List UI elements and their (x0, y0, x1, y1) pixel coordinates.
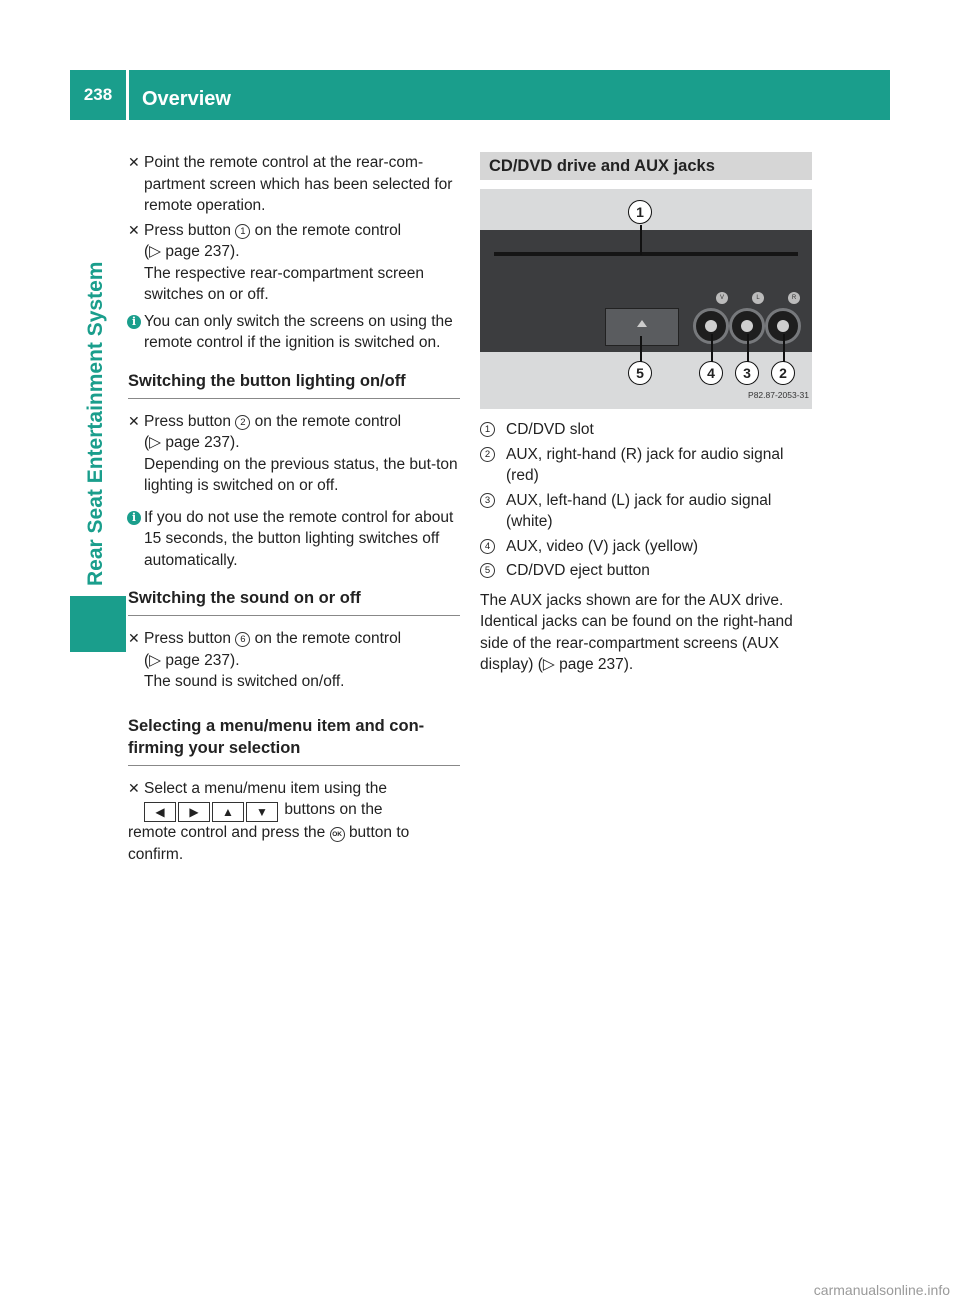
number-5-icon: 5 (480, 563, 495, 578)
aux-jacks-paragraph: The AUX jacks shown are for the AUX drive. Identical jacks can be found on the right-hand side of the rear-compartment screens (AUX display) (▷ page 237). (480, 591, 793, 673)
jack-hole (777, 320, 789, 332)
jack-hole (705, 320, 717, 332)
info-note (128, 311, 460, 354)
step-text: on the remote control (254, 630, 402, 647)
lead-line (783, 334, 785, 363)
page-number: 238 (83, 85, 113, 104)
step-text: Point the remote control at the rear-com-partment screen which has been selected for remote operation. (144, 154, 453, 214)
page-reference: (▷ page 237). (144, 243, 240, 260)
step-text: button to confirm. (128, 824, 410, 863)
page-header (70, 70, 890, 120)
up-arrow-key-icon: ▲ (212, 802, 244, 822)
jack-mark-r: R (788, 292, 800, 304)
lead-line (640, 336, 642, 363)
right-arrow-key-icon: ▶ (178, 802, 210, 822)
drive-panel (480, 230, 812, 352)
number-3-icon: 3 (480, 493, 495, 508)
lead-line (747, 334, 749, 363)
x-marker-icon: ✕ (128, 412, 140, 429)
step-sound (128, 628, 460, 693)
legend-text: CD/DVD slot (506, 421, 594, 438)
number-2-icon: 2 (480, 447, 495, 462)
eject-icon (637, 320, 647, 327)
info-note (128, 507, 460, 572)
x-marker-icon: ✕ (128, 630, 140, 646)
right-column (480, 152, 812, 676)
legend-item (480, 536, 812, 558)
legend-item (480, 490, 812, 533)
left-column (128, 152, 460, 865)
step-text: on the remote control (254, 412, 402, 430)
footer-watermark: carmanualsonline.info (813, 1282, 950, 1298)
jack-mark-l: L (752, 292, 764, 304)
step-point-remote (128, 152, 460, 217)
callout-2: 2 (771, 361, 795, 385)
legend-item (480, 444, 812, 487)
step-text: Press button (144, 221, 232, 239)
legend-text: AUX, right-hand (R) jack for audio signal (red) (506, 445, 784, 484)
heading-sound: Switching the sound on or off (128, 587, 460, 616)
x-marker-icon: ✕ (128, 221, 140, 238)
ok-button-icon: OK (330, 827, 345, 842)
step-text: Press button (144, 630, 232, 647)
callout-1: 1 (628, 200, 652, 224)
number-4-icon: 4 (480, 539, 495, 554)
number-2-icon: 2 (235, 415, 250, 430)
x-marker-icon: ✕ (128, 779, 140, 796)
section-title: CD/DVD drive and AUX jacks (480, 152, 812, 180)
jack-mark-v: V (716, 292, 728, 304)
page-title: Overview (142, 88, 231, 110)
callout-5: 5 (628, 361, 652, 385)
step-text: Press button (144, 412, 232, 430)
step-select-menu-continued (128, 822, 460, 865)
cd-dvd-drive-figure (480, 189, 812, 409)
page-reference: (▷ page 237). (144, 651, 240, 669)
heading-select-menu: Selecting a menu/menu item and con-firming your selection (128, 715, 460, 766)
cd-dvd-slot (494, 252, 798, 256)
number-1-icon: 1 (480, 422, 495, 437)
eject-button (605, 308, 679, 346)
lead-line (711, 334, 713, 363)
number-6-icon: 6 (235, 632, 250, 647)
down-arrow-key-icon: ▼ (246, 802, 278, 822)
legend-text: CD/DVD eject button (506, 562, 650, 579)
header-divider (126, 70, 129, 120)
side-tab-marker (70, 596, 126, 652)
step-result: The sound is switched on/off. (144, 673, 345, 690)
callout-3: 3 (735, 361, 759, 385)
legend-text: AUX, left-hand (L) jack for audio signal (white) (506, 491, 772, 530)
figure-reference: P82.87-2053-31 (748, 389, 809, 400)
step-text: remote control and press the (128, 824, 326, 841)
step-text: buttons on the (284, 801, 383, 818)
number-1-icon: 1 (235, 224, 250, 239)
info-icon: i (127, 511, 141, 525)
x-marker-icon: ✕ (128, 154, 140, 170)
jack-hole (741, 320, 753, 332)
heading-button-lighting: Switching the button lighting on/off (128, 370, 460, 399)
page-reference: (▷ page 237). (144, 434, 240, 451)
legend-item (480, 560, 812, 582)
side-tab-label: Rear Seat Entertainment System (84, 261, 107, 586)
step-text: on the remote control (254, 221, 402, 239)
lead-line (640, 225, 642, 255)
step-select-menu (128, 778, 460, 823)
step-result: The respective rear-compartment screen switches on or off. (144, 264, 424, 303)
step-result: Depending on the previous status, the but-ton lighting is switched on or off. (144, 455, 458, 494)
info-text: You can only switch the screens on using the remote control if the ignition is switched on. (144, 312, 453, 351)
legend-item (480, 419, 812, 441)
info-icon: i (127, 315, 141, 329)
step-press-button-1 (128, 220, 460, 306)
callout-4: 4 (699, 361, 723, 385)
step-text: Select a menu/menu item using the (144, 779, 387, 797)
figure-legend (480, 419, 812, 582)
info-text: If you do not use the remote control for about 15 seconds, the button lighting switches off automatically. (144, 508, 454, 569)
legend-text: AUX, video (V) jack (yellow) (506, 537, 699, 555)
step-lighting (128, 411, 460, 497)
left-arrow-key-icon: ◀ (144, 802, 176, 822)
